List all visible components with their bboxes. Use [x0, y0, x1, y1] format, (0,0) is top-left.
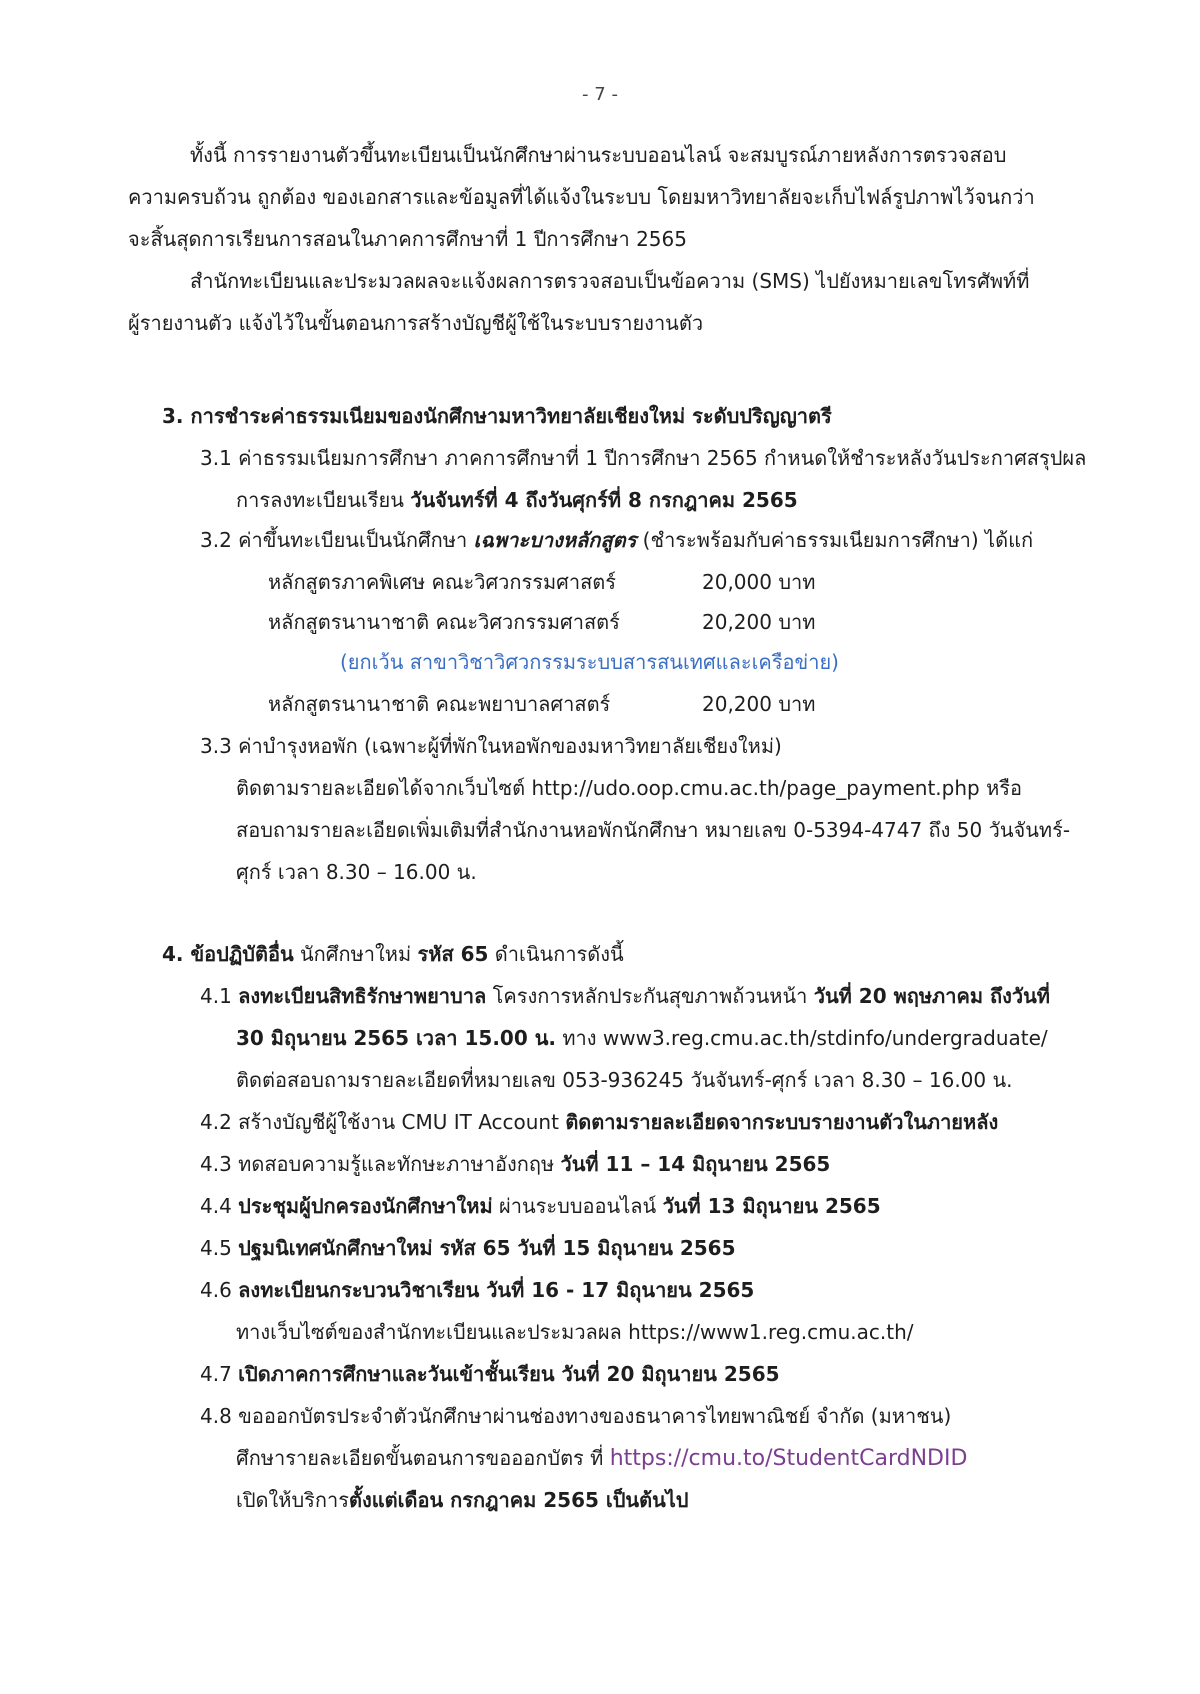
- s4-heading-tail: ดำเนินการดังนี้: [488, 942, 624, 966]
- s47-num: 4.7: [200, 1362, 239, 1386]
- s43-text: 4.3 ทดสอบความรู้และทักษะภาษาอังกฤษ: [200, 1152, 561, 1176]
- fee-amount: 20,200 บาท: [702, 610, 816, 634]
- fee-program: หลักสูตรนานาชาติ คณะวิศวกรรมศาสตร์: [268, 610, 620, 634]
- s41-dates: วันที่ 20 พฤษภาคม ถึงวันที่: [813, 984, 1050, 1008]
- s48-text: ศึกษารายละเอียดขั้นตอนการขอออกบัตร ที่: [236, 1446, 610, 1470]
- section-4-4-line: [200, 1190, 881, 1222]
- section-3-heading: 3. การชำระค่าธรรมเนียมของนักศึกษามหาวิทยาลัยเชียงใหม่ ระดับปริญญาตรี: [162, 404, 832, 428]
- s41-title: ลงทะเบียนสิทธิรักษาพยาบาล: [238, 984, 487, 1008]
- fee-amount: 20,000 บาท: [702, 570, 816, 594]
- student-card-link[interactable]: https://cmu.to/StudentCardNDID: [609, 1446, 968, 1471]
- fee-row-2: [268, 606, 828, 636]
- s44-title: ประชุมผู้ปกครองนักศึกษาใหม่: [238, 1194, 493, 1218]
- section-4-3-line: [200, 1148, 830, 1180]
- s44-num: 4.4: [200, 1194, 239, 1218]
- s32-text-c: (ชำระพร้อมกับค่าธรรมเนียมการศึกษา) ได้แก่: [636, 528, 1034, 552]
- section-3-3-line-3: สอบถามรายละเอียดเพิ่มเติมที่สำนักงานหอพักนักศึกษา หมายเลข 0-5394-4747 ถึง 50 วันจันทร์-: [236, 818, 1071, 842]
- intro-p2-line-2: ผู้รายงานตัว แจ้งไว้ในขั้นตอนการสร้างบัญชีผู้ใช้ในระบบรายงานตัว: [128, 311, 704, 335]
- s45-num: 4.5: [200, 1236, 239, 1260]
- s32-text-a: 3.2 ค่าขึ้นทะเบียนเป็นนักศึกษา: [200, 528, 474, 552]
- s4-heading-code: รหัส 65: [417, 942, 489, 966]
- s48-text-open: เปิดให้บริการ: [236, 1488, 349, 1512]
- section-4-6-line-1: [200, 1274, 754, 1306]
- s33-text-or: หรือ: [979, 776, 1023, 800]
- s41-url[interactable]: ทาง www3.reg.cmu.ac.th/stdinfo/undergraduate/: [555, 1026, 1048, 1050]
- intro-paragraph-1: [128, 134, 1088, 260]
- section-3-3-line-2: [236, 772, 1022, 804]
- section-3-2-line: [200, 524, 1033, 556]
- fee-row-3: [268, 688, 828, 718]
- section-3-3-line-1: 3.3 ค่าบำรุงหอพัก (เฉพาะผู้ที่พักในหอพักของมหาวิทยาลัยเชียงใหม่): [200, 734, 782, 758]
- s46-num: 4.6: [200, 1278, 239, 1302]
- section-3-1-line-1: 3.1 ค่าธรรมเนียมการศึกษา ภาคการศึกษาที่ 1 ปีการศึกษา 2565 กำหนดให้ชำระหลังวันประกาศสรุปผล: [200, 446, 1087, 470]
- fee-row-1: [268, 566, 828, 596]
- s45-bold: ปฐมนิเทศนักศึกษาใหม่ รหัส 65 วันที่ 15 มิถุนายน 2565: [238, 1236, 736, 1260]
- s41-num: 4.1: [200, 984, 239, 1008]
- s4-heading-text: นักศึกษาใหม่: [293, 942, 418, 966]
- section-4-8-line-2: [236, 1442, 967, 1474]
- intro-p1-line-1: ทั้งนี้ การรายงานตัวขึ้นทะเบียนเป็นนักศึกษาผ่านระบบออนไลน์ จะสมบูรณ์ภายหลังการตรวจสอบ: [190, 143, 1007, 167]
- section-4-6-line-2[interactable]: ทางเว็บไซต์ของสำนักทะเบียนและประมวลผล https://www1.reg.cmu.ac.th/: [236, 1320, 914, 1344]
- s42-text: 4.2 สร้างบัญชีผู้ใช้งาน CMU IT Account: [200, 1110, 566, 1134]
- fee-amount: 20,200 บาท: [702, 692, 816, 716]
- intro-paragraph-2: [128, 260, 1088, 344]
- section-4-1-line-2: [236, 1022, 1048, 1054]
- s31-dates: วันจันทร์ที่ 4 ถึงวันศุกร์ที่ 8 กรกฎาคม 2565: [410, 488, 798, 512]
- s41-deadline: 30 มิถุนายน 2565 เวลา 15.00 น.: [236, 1026, 556, 1050]
- dormitory-payment-link[interactable]: http://udo.oop.cmu.ac.th/page_payment.php: [531, 776, 980, 800]
- section-4-heading: [162, 938, 624, 970]
- s41-text: โครงการหลักประกันสุขภาพถ้วนหน้า: [486, 984, 814, 1008]
- section-3-1-line-2: [236, 484, 798, 516]
- s33-text: ติดตามรายละเอียดได้จากเว็บไซต์: [236, 776, 532, 800]
- section-4-2-line: [200, 1106, 998, 1138]
- s46-bold: ลงทะเบียนกระบวนวิชาเรียน วันที่ 16 - 17 มิถุนายน 2565: [238, 1278, 755, 1302]
- s32-emphasis: เฉพาะบางหลักสูตร: [473, 528, 637, 552]
- s47-bold: เปิดภาคการศึกษาและวันเข้าชั้นเรียน วันที่ 20 มิถุนายน 2565: [238, 1362, 780, 1386]
- section-4-8-line-1: 4.8 ขอออกบัตรประจำตัวนักศึกษาผ่านช่องทางของธนาคารไทยพาณิชย์ จำกัด (มหาชน): [200, 1404, 952, 1428]
- s42-bold: ติดตามรายละเอียดจากระบบรายงานตัวในภายหลัง: [565, 1110, 999, 1134]
- s43-dates: วันที่ 11 – 14 มิถุนายน 2565: [560, 1152, 831, 1176]
- s44-dates: วันที่ 13 มิถุนายน 2565: [662, 1194, 881, 1218]
- page-number: - 7 -: [582, 84, 618, 105]
- s4-heading-bold: 4. ข้อปฏิบัติอื่น: [162, 942, 294, 966]
- section-4-1-line-3: ติดต่อสอบถามรายละเอียดที่หมายเลข 053-936245 วันจันทร์-ศุกร์ เวลา 8.30 – 16.00 น.: [236, 1068, 1013, 1092]
- section-4-8-line-3: [236, 1484, 689, 1516]
- fee-program: หลักสูตรนานาชาติ คณะพยาบาลศาสตร์: [268, 692, 611, 716]
- fee-program: หลักสูตรภาคพิเศษ คณะวิศวกรรมศาสตร์: [268, 570, 617, 594]
- section-4-7-line: [200, 1358, 780, 1390]
- s48-bold: ตั้งแต่เดือน กรกฎาคม 2565 เป็นต้นไป: [349, 1488, 689, 1512]
- section-4-1-line-1: [200, 980, 1050, 1012]
- section-3-3-line-4: ศุกร์ เวลา 8.30 – 16.00 น.: [236, 860, 477, 884]
- section-4-5-line: [200, 1232, 736, 1264]
- s44-text: ผ่านระบบออนไลน์: [492, 1194, 663, 1218]
- s31-text: การลงทะเบียนเรียน: [236, 488, 411, 512]
- fee-exception-note: (ยกเว้น สาขาวิชาวิศวกรรมระบบสารสนเทศและเครือข่าย): [340, 650, 839, 674]
- intro-p2-line-1: สำนักทะเบียนและประมวลผลจะแจ้งผลการตรวจสอบเป็นข้อความ (SMS) ไปยังหมายเลขโทรศัพท์ที่: [190, 269, 1030, 293]
- intro-p1-line-3: จะสิ้นสุดการเรียนการสอนในภาคการศึกษาที่ 1 ปีการศึกษา 2565: [128, 227, 687, 251]
- intro-p1-line-2: ความครบถ้วน ถูกต้อง ของเอกสารและข้อมูลที่ได้แจ้งในระบบ โดยมหาวิทยาลัยจะเก็บไฟล์รูปภาพไว้จนกว่า: [128, 185, 1035, 209]
